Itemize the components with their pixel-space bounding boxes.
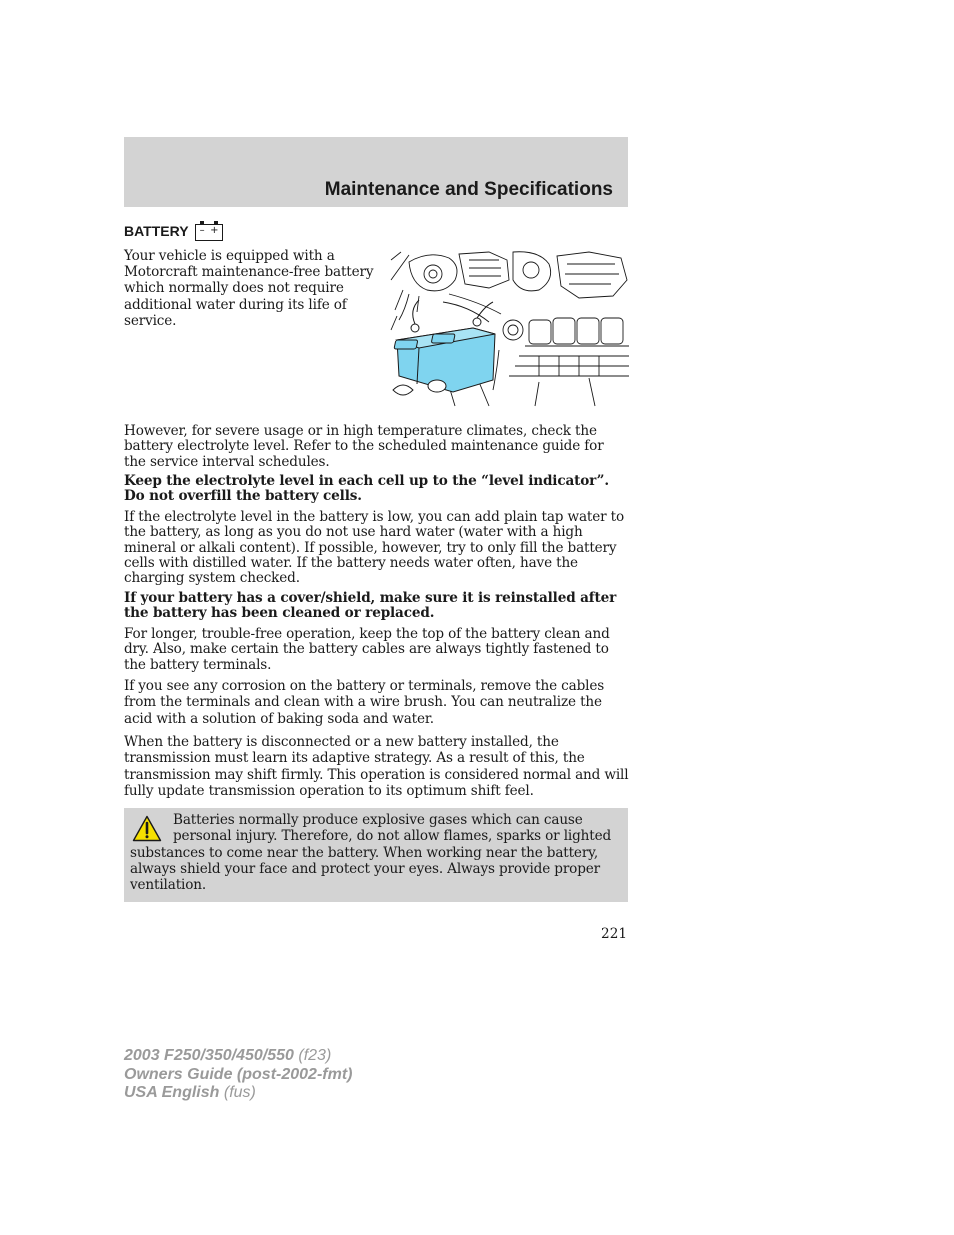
- engine-compartment-illustration: [389, 250, 630, 408]
- footer: [124, 1047, 352, 1103]
- paragraph-transmission: When the battery is disconnected or a new battery installed, the transmission must learn its adaptive strategy. As a result of this, the transmission may shift firmly. This operation is considered normal and will fully update transmission operation to its optimum shift feel.: [124, 734, 629, 800]
- warning-text: Batteries normally produce explosive gases which can cause personal injury. Therefore, do not allow flames, sparks or lighted substances to come near the battery. When working near the battery, always shield your face and protect your eyes. Always provide proper ventilation.: [130, 812, 612, 894]
- page-number: 221: [601, 926, 627, 942]
- footer-line-guide: Owners Guide (post-2002-fmt): [124, 1065, 353, 1083]
- paragraph-cover-shield: If your battery has a cover/shield, make sure it is reinstalled after the battery has been cleaned or replaced.: [124, 590, 617, 622]
- intro-paragraph: Your vehicle is equipped with a Motorcraft maintenance-free battery which normally does not require additional water during its life of service.: [124, 248, 374, 329]
- footer-line-language: USA English (fus): [124, 1084, 256, 1101]
- paragraph-electrolyte-level: Keep the electrolyte level in each cell up to the “level indicator”. Do not overfill the battery cells.: [124, 473, 609, 505]
- section-heading: [124, 221, 223, 241]
- page-title: Maintenance and Specifications: [324, 179, 613, 200]
- paragraph-severe-usage: However, for severe usage or in high temperature climates, check the battery electrolyte level. Refer to the scheduled maintenance guide for the service interval schedules.: [124, 423, 604, 470]
- paragraph-tap-water: If the electrolyte level in the battery is low, you can add plain tap water to the battery, as long as you do not use hard water (water with a high mineral or alkali content). If possible, however, try to only fill the battery cells with distilled water. If the battery needs water often, have the charging system checked.: [124, 509, 625, 587]
- paragraph-clean-terminals: For longer, trouble-free operation, keep the top of the battery clean and dry. Also, make certain the battery cables are always tightly fastened to the battery terminals.: [124, 626, 610, 673]
- paragraph-corrosion: If you see any corrosion on the battery or terminals, remove the cables from the terminals and clean with a wire brush. You can neutralize the acid with a solution of baking soda and water.: [124, 678, 605, 727]
- warning-box: [124, 808, 628, 902]
- section-title: BATTERY: [124, 223, 189, 239]
- header-band: [124, 137, 628, 207]
- footer-line-model: 2003 F250/350/450/550 (f23): [124, 1047, 332, 1064]
- battery-icon: – +: [195, 224, 223, 241]
